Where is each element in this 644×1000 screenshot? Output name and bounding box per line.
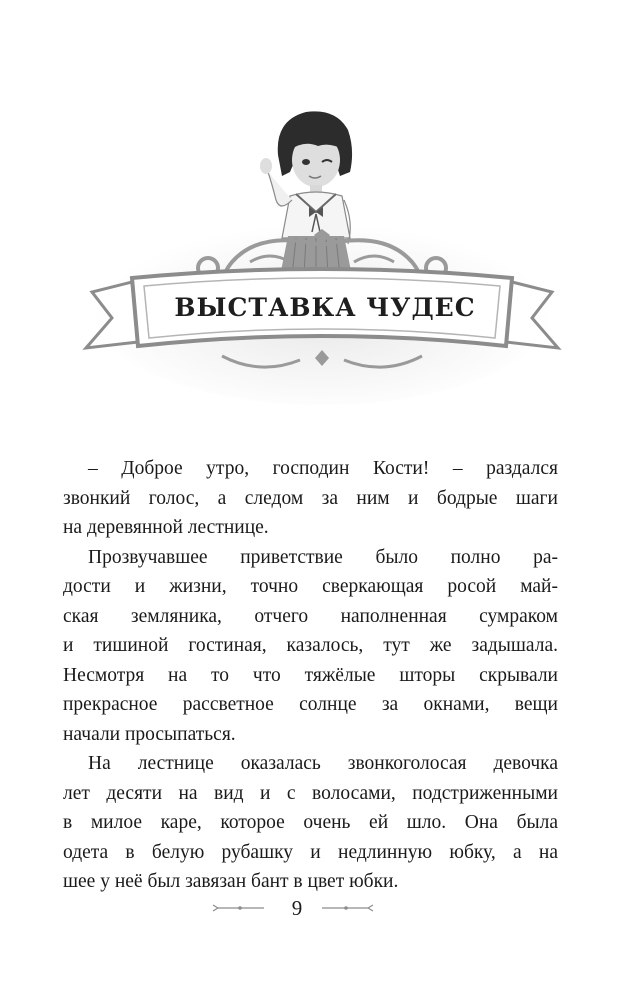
text-line: лет десяти на вид и с волосами, подстриженными: [63, 782, 558, 804]
text-line: в милое каре, которое очень ей шло. Она была: [63, 812, 558, 833]
text-line: дости и жизни, точно сверкающая росой май-: [63, 576, 558, 597]
text-line: – Доброе утро, господин Кости! – раздался: [88, 458, 558, 479]
page-number: 9: [291, 896, 303, 920]
paragraph: [63, 454, 558, 543]
text-line: на деревянной лестнице.: [63, 517, 269, 538]
chapter-title: ВЫСТАВКА ЧУДЕС: [174, 293, 476, 322]
paragraph: [63, 749, 558, 897]
page-footer-ornament: [0, 893, 644, 923]
chapter-header-illustration: [0, 0, 644, 420]
text-line: Несмотря на то что тяжёлые шторы скрывали: [63, 664, 558, 686]
body-text: [63, 454, 558, 897]
text-line: На лестнице оказалась звонкоголосая девочка: [88, 753, 558, 774]
text-line: прекрасное рассветное солнце за окнами, вещи: [63, 694, 558, 715]
text-line: одета в белую рубашку и недлинную юбку, а на: [63, 841, 558, 863]
text-line: ская земляника, отчего наполненная сумраком: [63, 605, 558, 627]
text-line: шее у неё был завязан бант в цвет юбки.: [63, 871, 399, 892]
text-line: Прозвучавшее приветствие было полно ра-: [88, 546, 558, 568]
text-line: и тишиной гостиная, казалось, тут же задышала.: [63, 635, 558, 656]
text-line: начали просыпаться.: [63, 723, 236, 745]
paragraph: [63, 543, 558, 750]
text-line: звонкий голос, а следом за ним и бодрые шаги: [63, 487, 558, 509]
